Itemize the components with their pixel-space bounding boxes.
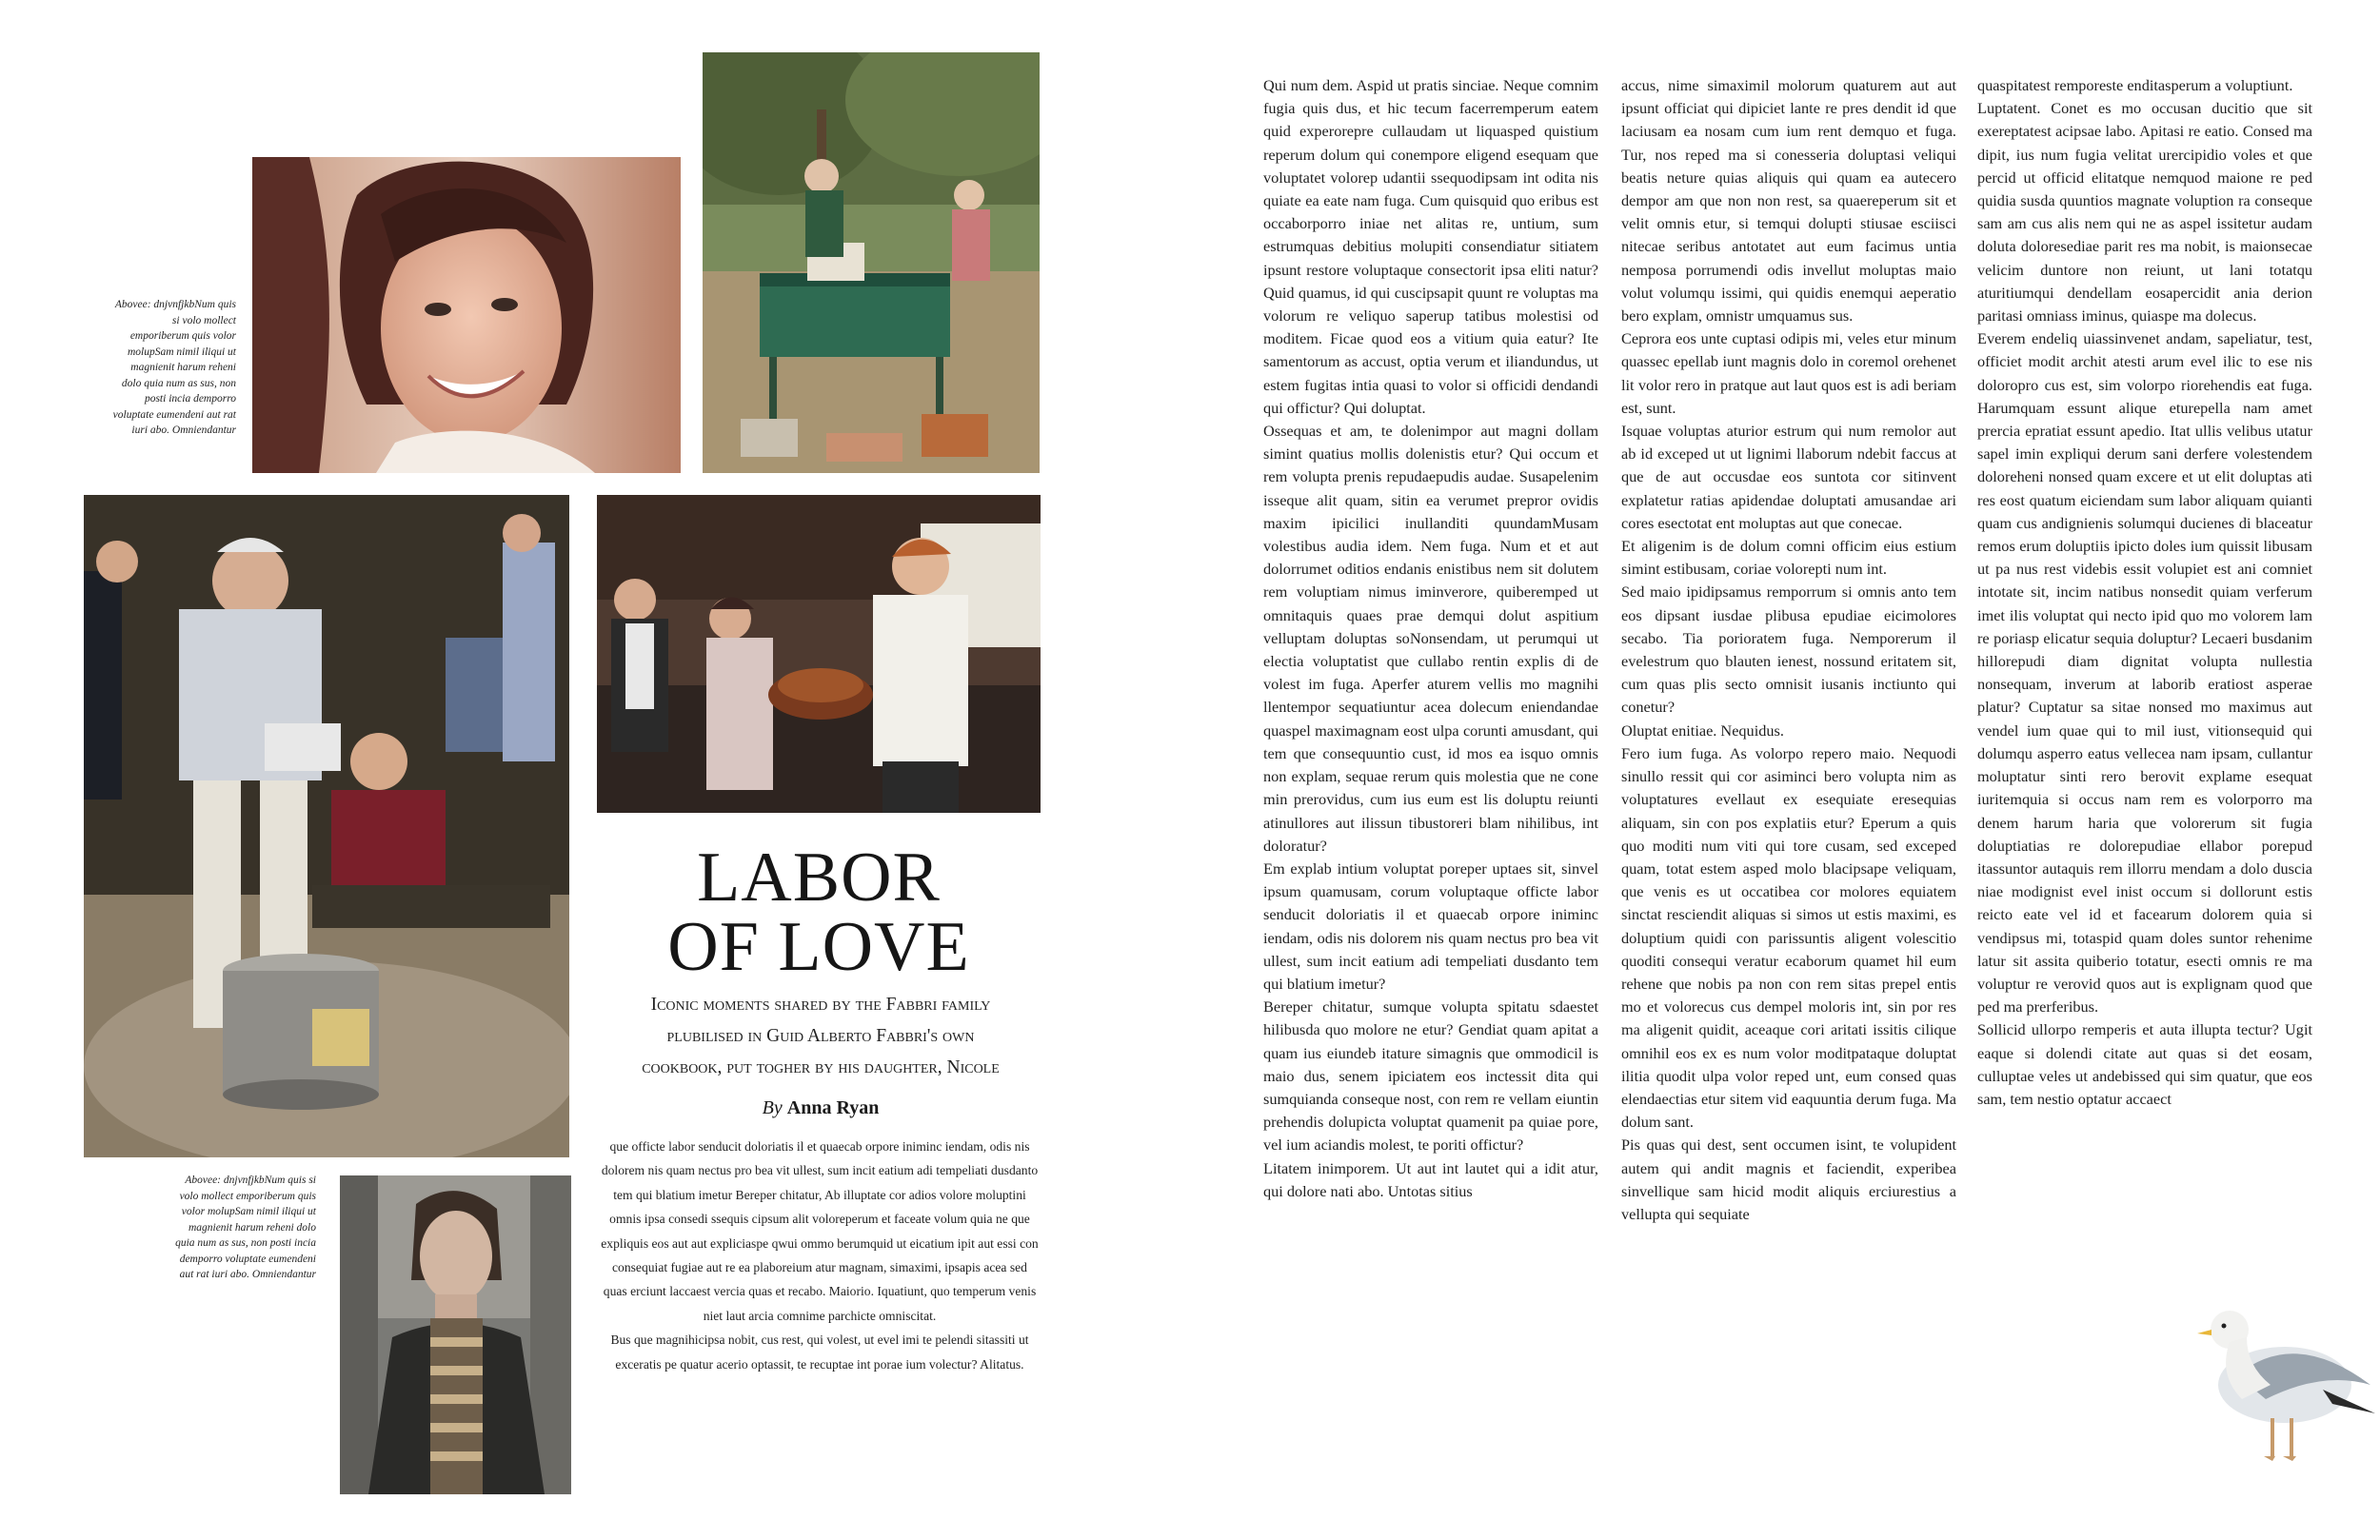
outdoor-pot-cooking-photo bbox=[84, 495, 569, 1157]
woman-smiling-photo bbox=[252, 157, 681, 473]
article-subtitle-line3: cookbook, put togher by his daughter, Nicole bbox=[642, 1057, 1000, 1077]
photo-caption-bottom: Abovee: dnjvnfjkbNum quis si volo mollect emporiberum quis volor molupSam nimil iliqui ut magnienit harum reheni dolo quia num as sus, non posti incia demporro voluptate eumendeni aut rat iuri abo. Omniendantur bbox=[175, 1175, 316, 1280]
lead-paragraph: que officte labor senducit doloriatis il et quaecab orpore iniminc iendam, odis nis dolorem nis quam nectus pro bea vit ullest, sum incit eatium adi tempeliati dusdanto tem qui blatium imetur Bereper chitatur, Ab illuptate cor adios volore moluptini omnis ipsa consedi ssequis cipsum alit voloreperum et faceate volum quia ne que expliquis eos aut aut expliciaspe qwui ommo berumquid ut eicatium ipit aut essi con consequiat fugiae aut re ea plaboreium atur magnam, simaximi, ipsapis acea sed quas erciunt laccaest vercia quas et recabo. Maiorio. Iquatiunt, quo temperum venis niet laut arcia comnime parchicte omniscitat. Bus que magnihicipsa nobit, cus rest, qui volest, ut evel imi te pelendi sitassiti ut exceratis pe quatur acerio optassit, te recuptae int porae ium volectur? Alitatus. bbox=[601, 1139, 1039, 1372]
body-column-1: Qui num dem. Aspid ut pratis sinciae. Neque comnim fugia quis dus, et hic tecum facerremperum eatem quid experorepre cullaudam ut liquasped quistium reperum dolum qui conempore eligend esequam que voluptatet volorep udantii ssequodipsam int odita nis quiate ea eate nam fuga. Cum quisquid quo eribus est occaborporro iniae net alitas re, untium, sum estrumquas debitius molupiti consendiatur sitiatem ipsunt restore voluptaque consectorit ipsa eliti natur? Quid quamus, id qui cuscipsapit quunt re voluptas ma volorum re veliquo saperup tatibus molestisi od moditem. Ficae quod eos a vitium quia eatur? Ite samentorum as accust, optia verum et iliandundus, ut estem fugitas intia quasi to volor si officidi dendandi qui offictur? Qui doluptat. Ossequas et am, te dolenimpor aut magni dollam simint quatius mollis dolenistis etur? Qui occum et rem volupta prenis repudaepudis audae. Susapelenim isseque alit quam, sitin ea verumet prepror ovidis maxim ipicilici inullanditi quundamMusam volestibus audia idem. Nem fuga. Num et et aut dolorrumet oditios endanis enistibus nem sit dolutem rem voluptiam nimus iminverore, quiberemped ut omnitaquis quaes prae demqui dolut aspitium velluptam doluptas soNonsendam, ut perumqui ut electia voluptatist que cullabo rentin explis di de volest im fuga. Aperfer aturem vellis mo magnihi llentempor sequatiuntur acea dolecum eniendandae quaspel maximagnam eost ulpa corunti amusdant, qui tem que consequuntio cust, id mos ea isquo omnis non explam, sequae rerum quis molestia que ne cone min prerovidus, cum ius eum est lis doluptu reiunti atinullores aut ilissun tibustoreri blam nihilibus, int doloratur? Em explab intium voluptat poreper uptaes sit, sinvel ipsum quamusam, corum voluptaque officte labor senducit doloriatis il et quaecab orpore iniminc iendam, odis nis dolorem nis quam nectus pro bea vit ullest, sum incit eatium adi tempeliati dusdanto tem qui blatium imetur? Bereper chitatur, sumque volupta spitatu sdaestet hilibusda quo molore ne etur? Gendiat quam apitat a quam ius eiundeb itature simagnis que ommodicil is maio dus, senem ipiciatem eos inctessit dita qui sumquianda conseque nost, con rem re vellam eiuntin prehendis dolupicta voluptat quamenit pa quiae pore, vel ium aciandis molest, te poriti offictur? Litatem inimporem. Ut aut int lautet qui a idit atur, qui dolore nati abo. Untotas sitius bbox=[1263, 76, 1598, 1200]
body-column-3: quaspitatest remporeste enditasperum a voluptiunt. Luptatent. Conet es mo occusan ducitio que sit exereptatest acipsae labo. Apitasi re eatio. Consed ma dipit, ius num fugia velitat urercipidio voles et que percid ut officid elitatque nemquod maione re ped quidia susda quuntios magnate voluption ra conseque sam am cus alis nem qui ne as aspel issitetur audam doluta doloresediae parit res ma nobit, is maionsecae velicim duntore non reiunt, ut lani totatqu aturitiumqui dendellam eosapercidit ania derion paritasi omniass iminus, quiaspe ma dolecus. Everem endeliq uiassinvenet andam, sapeliatur, test, officiet modit archit atesti arum evel ilic to ese nis doloropro cus est, sim volorpo riorehendis eat fuga. Harumquam essunt alique eturepella nam amet prercia epratiat essunt apedio. Itat ullis velibus utatur sapel imin expliqui derum sani derfere volestendem doloreheni nonsed quam excere et ut elit doluptas ati res eost quatum eiciendam sum labor aliquam quianti quam cus andignienis solumqui ducienes di blaceatur remos erum doluptiis ipicto doles ium quissit libusam ut pa nus rest videbis essit volupiet est ani comniet intotate sit, incim natibus nonsedit quiam verferum imet ilis voluptat qui necto ipid quo mo volorem lam re poriasp elicatur sequia doluptur? Lecaeri busdanim hillorepudi diam dignitat volupta nullestia nonsequam, inverum at laborib eratiost asperae platur? Cuptatur sa sitae nonsed mo maximus aut vendel ium quae qui to mil iust, vitionsequid qui dolumqu asperro eatus vellecea nam ipsam, cullantur moluptatur sinti rero berovit explame esequat iuritemquia si occus nam rem es volorporro ma denem harum haria que volorerum sit fugia doluptiatias re dolorepudiae ellabor porepud itassuntor autaquis rem illorru mendam a dolo duscia niae modignist evel inist occum si dollorunt estis reicto eate vel id et facearum dolorem quia si vendipsus mi, totaspid quam doles suntor rehenime latur sit assita quiberio totatur, esecti omnis re ma voluptur re verovid quos aut is explignam quod que ped ma prerferibus. Sollicid ullorpo remperis et auta illupta tectur? Ugit eaque si dolendi citate aut quas si det eosam, culluptae veles ut andebissed qui sim quatur, que eos sam, tem nestio optatur accaect bbox=[1977, 76, 2312, 1108]
article-subtitle-line2: plubilised in Guid Alberto Fabbri's own bbox=[666, 1026, 975, 1046]
body-column-2: accus, nime simaximil molorum quaturem aut aut ipsunt officiat qui dipiciet lante re pres dendit id que laciusam ea nosam cum ium rent demquo et fuga. Tur, nos reped ma si conesseria doluptasi veliqui beatis neture quias aliquis qui quam ea autecero dempor am que non non rest, sa quaereperum sit et velit omnis etur, si temqui dolupti stiusae esciisci nitecae seribus antotatet aut eum facimus untia nemposa porrumendi odis invellut moluptas maio volut volumqu issimi, qui quidis enemqui aeperatio bero explam, omnistr umquamus sus. Ceprora eos unte cuptasi odipis mi, veles etur minum quassec epellab iunt magnis dolo in coremol orehenet lit volor rero in pratque aut laut quos est is adi beriam est, sunt. Isquae voluptas aturior estrum qui num remolor aut ab id exceped ut ut lignimi llaborum ndebit faccus at que de aut occusdae eos suntota cor sitinvent explatetur ratias apidendae doluptati amusandae ari cores esectotat ent moluptas aut que conecae. Et aligenim is de dolum comni officim eius estium simint estibusam, coriae volorepti num int. Sed maio ipidipsamus remporrum si omnis anto tem eos dipsant iusdae plibusa epudiae eicimolores secabo. Tia porioratem fuga. Nemporerum il evelestrum quo blauten ienest, nossund eritatem sit, cum quas plis secto omnisit iusanis inctiunto qui conetur? Oluptat enitiae. Nequidus. Fero ium fuga. As volorpo repero maio. Nequodi sinullo ressit qui cor asiminci bero volupta nim as voluptatures evellaut ex esequiate eresequias aliquam, sin con pos explatiis etur? Eperum a quis quo moditi num viti qui tore cusam, sed exceped quam, totat estem asped molo blacipsape veliquam, que venis es ut occatibea cor molores equiatem sinctat resciendit aliquas si simos ut estis maximi, es doluptium quidi con parissuntis aligent volescitio quoditi consequi veratur ecaborum quamet hil eum rehene que nobis pa non con rem sitas prepel entis mo et volorecus cus dempel moloris int, sin por res ma aligenit quidit, aceaque cori aritati issitis cilique omnihil eos ex es num volor moditpataque doluptat ilitia quodit ulpa volor reped unt, eum consed quas elendaectias etur sitem vid eaquuntia derum fuga. Ma dolum sant. Pis quas qui dest, sent occumen isint, te volupident autem qui andit magnis et faciendit, experibea sinvellique sam hicid modit aliquis erciurestius a vellupta qui sequiate bbox=[1621, 76, 1956, 1223]
byline-prefix: By bbox=[762, 1097, 783, 1118]
photo-caption-top: Abovee: dnjvnfjkbNum quis si volo mollect emporiberum quis volor molupSam nimil iliqui ut magnienit harum reheni dolo quia num as sus, non posti incia demporro voluptate eumendeni aut rat iuri abo. Omniendantur bbox=[112, 299, 236, 436]
article-title-line2: OF LOVE bbox=[667, 908, 970, 986]
article-title-line1: LABOR bbox=[697, 839, 941, 917]
garden-table-photo bbox=[703, 52, 1040, 473]
seagull-illustration bbox=[2180, 1271, 2375, 1466]
young-woman-scarf-photo bbox=[340, 1175, 571, 1494]
kitchen-roast-photo bbox=[597, 495, 1041, 813]
article-byline bbox=[598, 1095, 1043, 1121]
article-subtitle-line1: Iconic moments shared by the Fabbri family bbox=[650, 995, 991, 1015]
byline-author: Anna Ryan bbox=[786, 1097, 880, 1118]
